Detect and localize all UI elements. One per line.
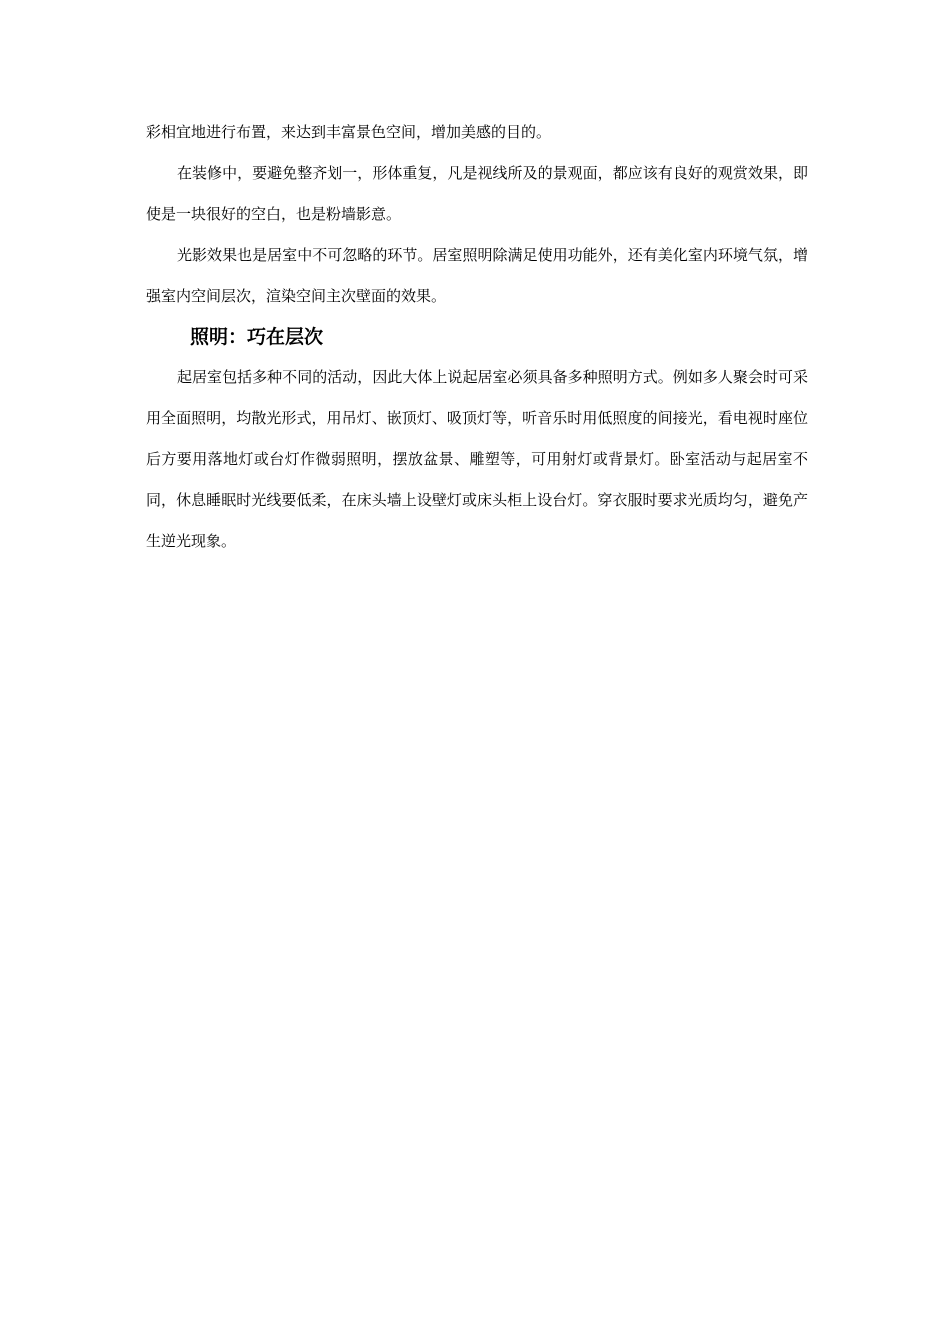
section-heading-lighting: 照明：巧在层次 xyxy=(190,326,324,348)
paragraph-decoration-variety: 在装修中，要避免整齐划一，形体重复，凡是视线所及的景观面，都应该有良好的观赏效果，即使是一块很好的空白，也是粉墙影意。 xyxy=(146,164,808,223)
paragraph-lighting-details: 起居室包括多种不同的活动，因此大体上说起居室必须具备多种照明方式。例如多人聚会时可采用全面照明，均散光形式，用吊灯、嵌顶灯、吸顶灯等，听音乐时用低照度的间接光，看电视时座位后方要用落地灯或台灯作微弱照明，摆放盆景、雕塑等，可用射灯或背景灯。卧室活动与起居室不同，休息睡眠时光线要低柔，在床头墙上设壁灯或床头柜上设台灯。穿衣服时要求光质均匀，避免产生逆光现象。 xyxy=(146,368,808,550)
document-body xyxy=(146,116,808,562)
paragraph-continuation: 彩相宜地进行布置，来达到丰富景色空间，增加美感的目的。 xyxy=(146,123,552,141)
paragraph-light-shadow: 光影效果也是居室中不可忽略的环节。居室照明除满足使用功能外，还有美化室内环境气氛，增强室内空间层次，渲染空间主次壁面的效果。 xyxy=(146,246,808,305)
